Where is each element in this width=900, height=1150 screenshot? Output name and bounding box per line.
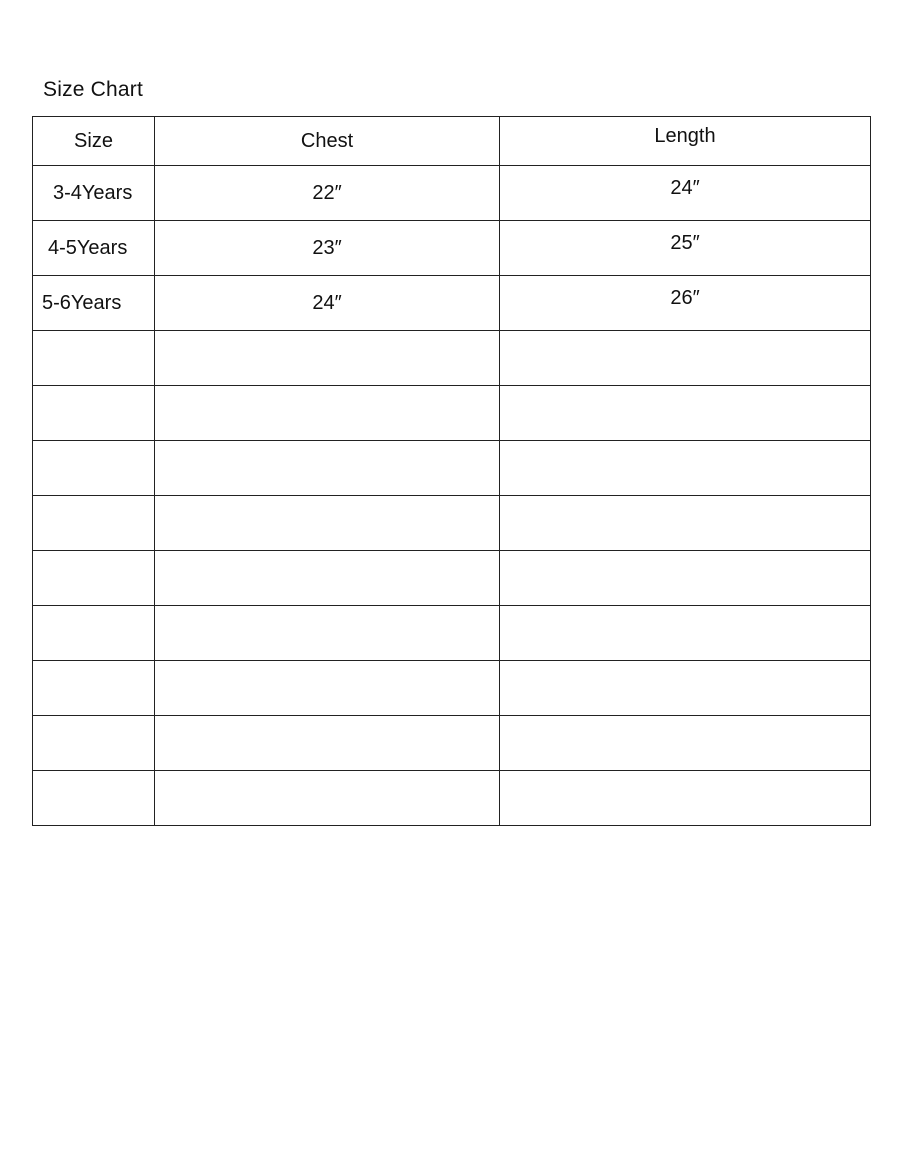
size-cell: [33, 166, 155, 221]
size-cell: [33, 661, 155, 716]
header-chest: [155, 117, 500, 166]
empty-table-row: [33, 331, 871, 386]
length-cell: [500, 606, 871, 661]
length-cell: [500, 551, 871, 606]
size-cell: [33, 606, 155, 661]
table-row: [33, 276, 871, 331]
empty-table-row: [33, 496, 871, 551]
chest-cell: [155, 661, 500, 716]
table-row: [33, 166, 871, 221]
length-cell: [500, 661, 871, 716]
chest-cell: [155, 331, 500, 386]
chest-cell: [155, 771, 500, 826]
empty-table-row: [33, 386, 871, 441]
empty-table-row: [33, 716, 871, 771]
empty-table-row: [33, 771, 871, 826]
size-cell: [33, 441, 155, 496]
header-chest-label: Chest: [300, 129, 354, 152]
size-chart-table: [32, 116, 871, 826]
length-value: 24″: [670, 176, 700, 199]
size-cell: [33, 276, 155, 331]
size-cell: [33, 551, 155, 606]
chest-cell: [155, 221, 500, 276]
length-cell: [500, 716, 871, 771]
empty-table-row: [33, 441, 871, 496]
empty-table-row: [33, 661, 871, 716]
empty-table-row: [33, 551, 871, 606]
header-length-label: Length: [654, 124, 716, 147]
chest-value: 22″: [312, 181, 342, 204]
table-header-row: [33, 117, 871, 166]
length-cell: [500, 331, 871, 386]
length-cell: [500, 276, 871, 331]
chest-cell: [155, 551, 500, 606]
length-cell: [500, 386, 871, 441]
length-value: 25″: [670, 231, 700, 254]
chest-cell: [155, 716, 500, 771]
size-cell: [33, 771, 155, 826]
length-cell: [500, 441, 871, 496]
header-size: [33, 117, 155, 166]
chest-cell: [155, 606, 500, 661]
chest-cell: [155, 496, 500, 551]
length-cell: [500, 771, 871, 826]
length-cell: [500, 166, 871, 221]
chest-cell: [155, 166, 500, 221]
size-value: 4-5Years: [48, 236, 128, 259]
size-cell: [33, 221, 155, 276]
length-cell: [500, 221, 871, 276]
chest-value: 23″: [312, 236, 342, 259]
chest-cell: [155, 441, 500, 496]
length-value: 26″: [670, 286, 700, 309]
size-value: 5-6Years: [42, 291, 122, 314]
table-row: [33, 221, 871, 276]
size-cell: [33, 496, 155, 551]
page-title: Size Chart: [43, 78, 144, 101]
size-value: 3-4Years: [53, 181, 133, 204]
chest-cell: [155, 276, 500, 331]
size-cell: [33, 716, 155, 771]
chest-cell: [155, 386, 500, 441]
size-cell: [33, 331, 155, 386]
size-cell: [33, 386, 155, 441]
chest-value: 24″: [312, 291, 342, 314]
header-size-label: Size: [74, 129, 113, 152]
empty-table-row: [33, 606, 871, 661]
length-cell: [500, 496, 871, 551]
header-length: [500, 117, 871, 166]
